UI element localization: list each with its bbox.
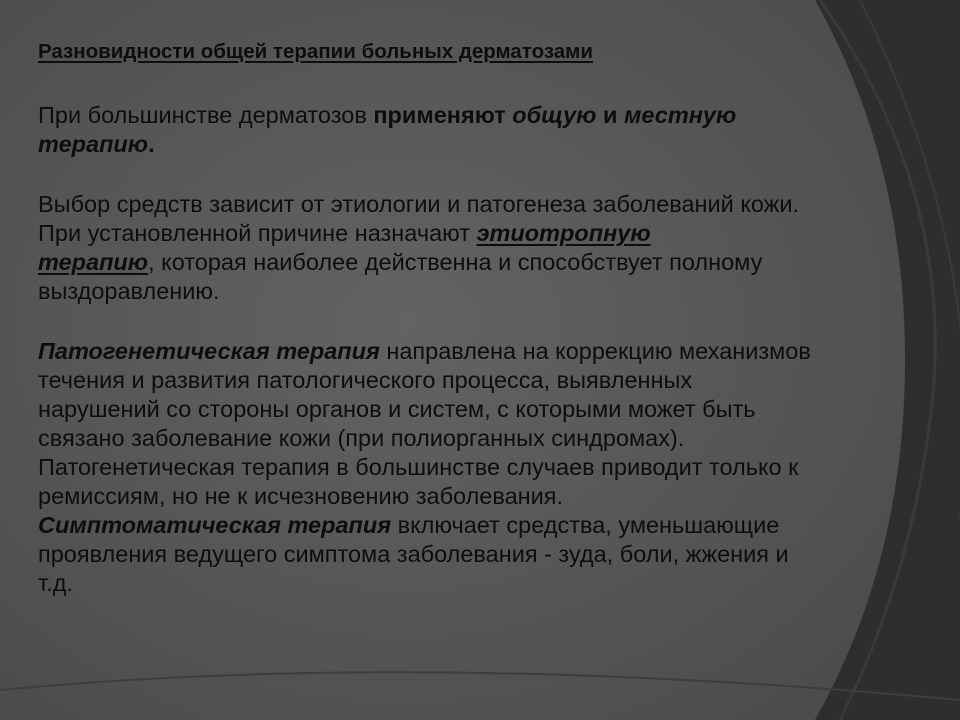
p3-line-4: связано заболевание кожи (при полиорганных синдромах). bbox=[38, 425, 685, 451]
p3-line-3: нарушений со стороны органов и систем, с которыми может быть bbox=[38, 396, 756, 422]
p2-line-4: выздоравлению. bbox=[38, 278, 220, 304]
p3-line-5: Патогенетическая терапия в большинстве случаев приводит только к bbox=[38, 454, 799, 480]
p3-line-7 bbox=[38, 511, 923, 540]
p1-text-6: терапию bbox=[38, 131, 149, 157]
p3-line-9: т.д. bbox=[38, 570, 73, 596]
p3-line-6: ремиссиям, но не к исчезновению заболевания. bbox=[38, 483, 564, 509]
p3-line-1b: направлена на коррекцию механизмов bbox=[379, 338, 811, 364]
p3-line-7a: Симптоматическая терапия bbox=[38, 512, 392, 538]
p1-text-5: местную bbox=[624, 102, 737, 128]
paragraph-etiotropic bbox=[38, 190, 923, 306]
p3-line-1a: Патогенетическая терапия bbox=[38, 338, 380, 364]
slide-title: Разновидности общей терапии больных дерматозами bbox=[38, 40, 593, 63]
p3-line-8: проявления ведущего симптома заболевания - зуда, боли, жжения и bbox=[38, 541, 789, 567]
p3-line-1 bbox=[38, 337, 923, 366]
p1-text-1: При большинстве дерматозов bbox=[38, 102, 374, 128]
paragraph-pathogenetic bbox=[38, 337, 923, 598]
p2-line-1: Выбор средств зависит от этиологии и патогенеза заболеваний кожи. bbox=[38, 191, 800, 217]
p1-text-7: . bbox=[148, 131, 155, 157]
p1-text-2: применяют bbox=[373, 102, 513, 128]
p1-text-4: и bbox=[596, 102, 625, 128]
p2-line-3 bbox=[38, 248, 923, 277]
p1-text-3: общую bbox=[512, 102, 597, 128]
p2-line-3a: терапию bbox=[38, 249, 149, 275]
p2-line-2b: этиотропную bbox=[476, 220, 651, 246]
paragraph-intro bbox=[38, 101, 923, 159]
slide-content bbox=[38, 38, 923, 598]
p3-line-2: течения и развития патологического процесса, выявленных bbox=[38, 367, 693, 393]
p2-line-2a: При установленной причине назначают bbox=[38, 220, 477, 246]
p3-line-7b: включает средства, уменьшающие bbox=[391, 512, 780, 538]
p2-line-2 bbox=[38, 219, 923, 248]
p2-line-3b: , которая наиболее действенна и способствует полному bbox=[148, 249, 763, 275]
